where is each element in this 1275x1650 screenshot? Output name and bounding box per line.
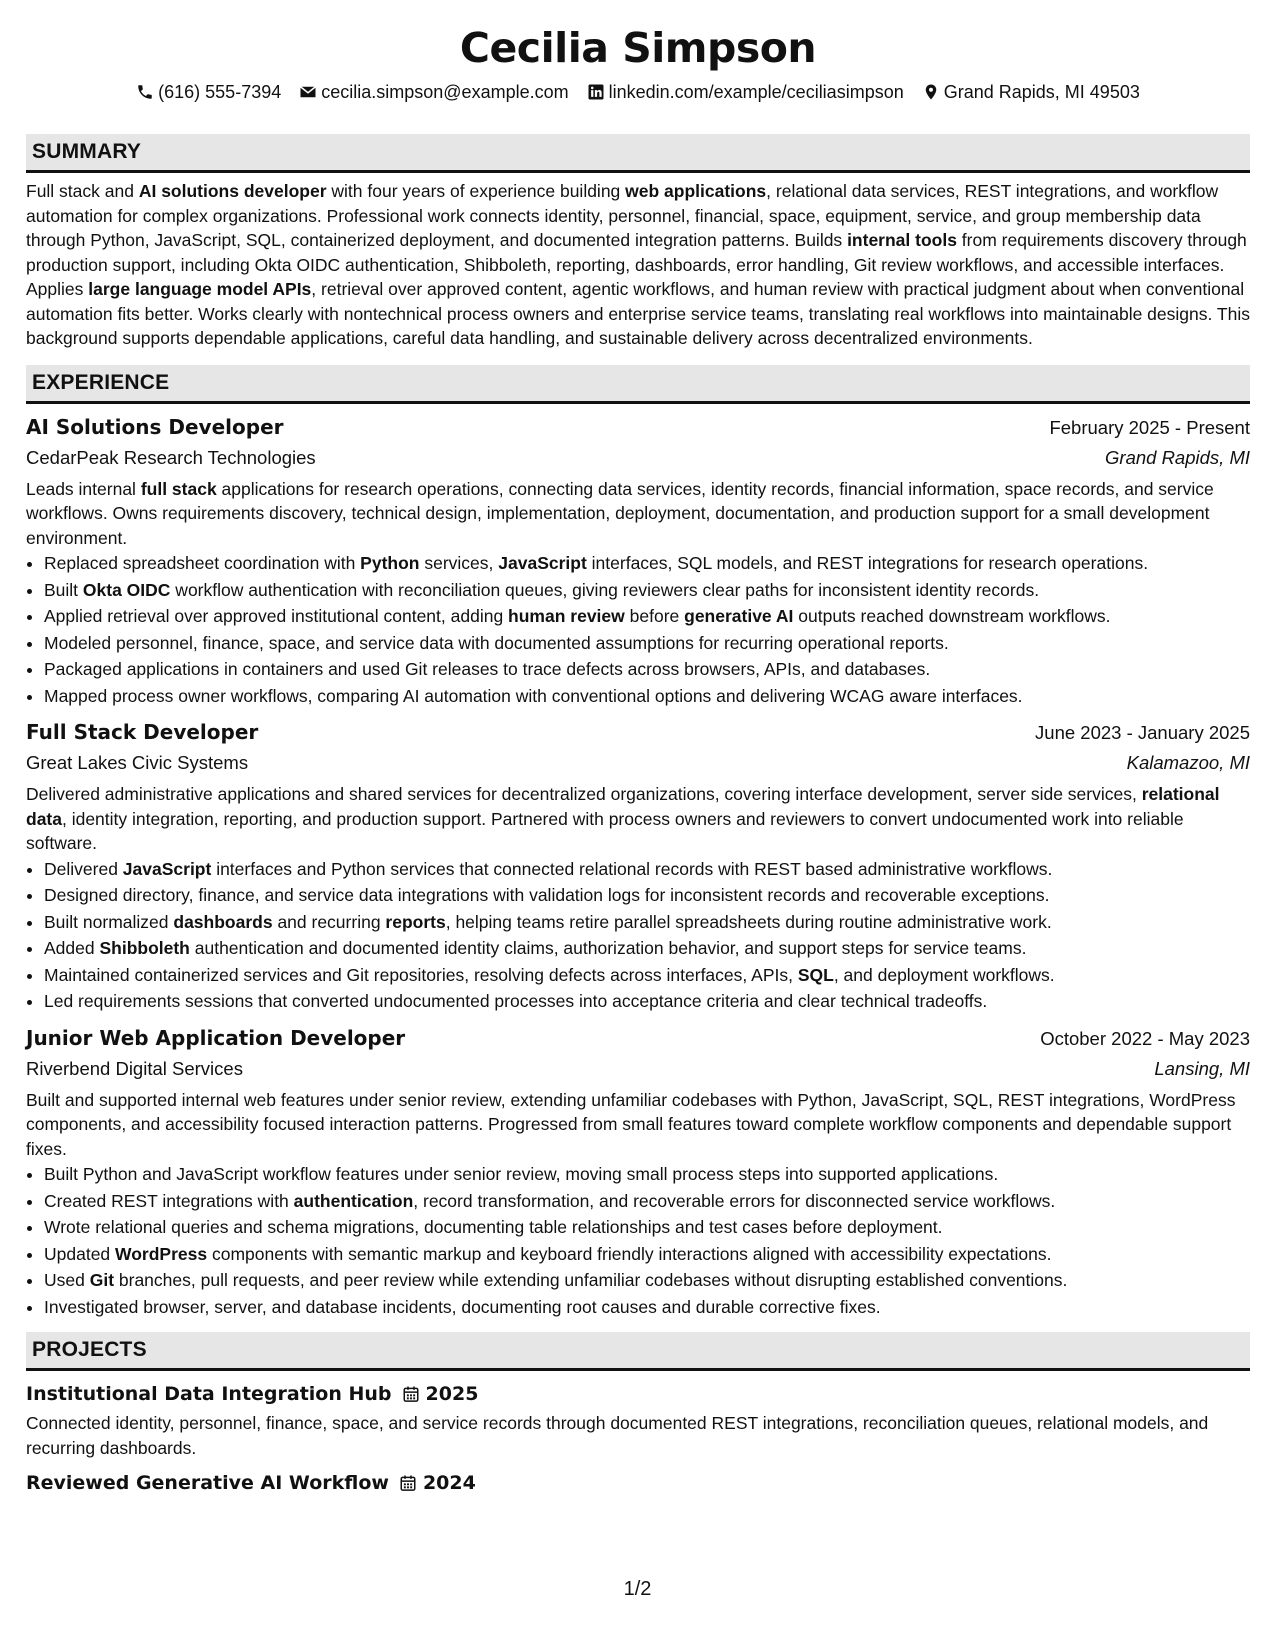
text-run: Investigated browser, server, and database incidents, documenting root causes and durable corrective fixes.	[44, 1296, 881, 1317]
text-run: Applied retrieval over approved institutional content, adding	[44, 606, 509, 626]
bold-text: human review	[508, 606, 625, 626]
contact-phone-text: (616) 555-7394	[158, 82, 282, 102]
text-run: , record transformation, and recoverable errors for disconnected service workflows.	[413, 1190, 1056, 1211]
bullet-item	[44, 1267, 1250, 1294]
text-run: components with semantic markup and keyboard friendly interactions aligned with accessibility expectations.	[207, 1243, 1052, 1264]
job-entry	[26, 1023, 1250, 1321]
text-run: Wrote relational queries and schema migrations, documenting table relationships and test cases before deployment.	[44, 1217, 943, 1237]
bold-text: reports	[385, 911, 446, 932]
bold-text: AI solutions developer	[138, 181, 327, 201]
bold-text: Git	[89, 1270, 115, 1290]
contact-phone	[136, 80, 281, 104]
experience-heading: EXPERIENCE	[26, 365, 1250, 404]
job-dates: June 2023 - January 2025	[1035, 722, 1250, 743]
map-pin-icon	[922, 83, 940, 101]
summary-text	[26, 179, 1250, 351]
text-run: Delivered administrative applications and shared services for decentralized organizations, covering interface development, server side services,	[26, 784, 1142, 804]
job-header-row	[26, 717, 1250, 748]
job-company: Riverbend Digital Services	[26, 1057, 243, 1079]
job-bullets	[26, 550, 1250, 709]
text-run: services,	[419, 553, 499, 573]
bullet-item	[44, 550, 1250, 577]
bullet-item	[44, 1161, 1250, 1188]
bold-text: JavaScript	[498, 553, 587, 573]
job-entry	[26, 412, 1250, 710]
job-bullets	[26, 1161, 1250, 1320]
job-company: CedarPeak Research Technologies	[26, 446, 316, 468]
job-location: Lansing, MI	[1154, 1057, 1250, 1079]
text-run: , identity integration, reporting, and production support. Partnered with process owners and reviewers to convert undocumented work into reliable software.	[26, 808, 1184, 853]
text-run: before	[624, 606, 685, 626]
contact-linkedin-text[interactable]: linkedin.com/example/ceciliasimpson	[608, 82, 904, 102]
text-run: Updated	[44, 1243, 116, 1264]
text-run: Led requirements sessions that converted undocumented processes into acceptance criteria and clear technical tradeoffs.	[44, 991, 988, 1011]
project-entry	[26, 1468, 1250, 1498]
bullet-item	[44, 1214, 1250, 1241]
text-run: outputs reached downstream workflows.	[793, 606, 1111, 626]
projects-heading: PROJECTS	[26, 1332, 1250, 1371]
project-entry	[26, 1379, 1250, 1460]
text-run: Full stack and	[26, 181, 139, 201]
job-header-row	[26, 1023, 1250, 1054]
project-year	[402, 1383, 479, 1405]
text-run: Built Python and JavaScript workflow features under senior review, moving small process steps into supported applications.	[44, 1164, 999, 1184]
contact-bar	[26, 80, 1250, 104]
text-run: Designed directory, finance, and service data integrations with validation logs for inconsistent records and recoverable exceptions.	[44, 885, 1050, 905]
project-description: Connected identity, personnel, finance, space, and service records through documented REST integrations, reconciliation queues, relational models, and recurring dashboards.	[26, 1413, 1209, 1458]
summary-heading: SUMMARY	[26, 134, 1250, 173]
bold-text: web applications	[625, 181, 767, 201]
job-entry	[26, 717, 1250, 1015]
job-description	[26, 477, 1250, 551]
envelope-icon	[299, 83, 317, 101]
contact-linkedin[interactable]	[587, 80, 904, 104]
bold-text: internal tools	[847, 230, 957, 250]
job-company-row	[26, 443, 1250, 473]
text-run: interfaces and Python services that connected relational records with REST based administrative workflows.	[211, 858, 1053, 879]
project-year	[399, 1472, 476, 1494]
contact-location	[922, 80, 1140, 104]
bold-text: Okta OIDC	[82, 579, 171, 600]
job-company: Great Lakes Civic Systems	[26, 752, 249, 773]
text-run: Replaced spreadsheet coordination with	[44, 553, 361, 573]
bold-text: full stack	[140, 478, 217, 499]
text-run: interfaces, SQL models, and REST integrations for research operations.	[586, 553, 1149, 573]
bold-text: Shibboleth	[99, 938, 190, 958]
bullet-item	[44, 909, 1250, 936]
job-title: Junior Web Application Developer	[26, 1025, 406, 1050]
bold-text: Python	[360, 553, 420, 573]
project-title-row	[26, 1468, 1250, 1498]
contact-email[interactable]	[299, 80, 568, 104]
text-run: authentication and documented identity claims, authorization behavior, and support steps for service teams.	[189, 938, 1027, 958]
contact-location-text: Grand Rapids, MI 49503	[943, 82, 1140, 102]
text-run: Used	[44, 1270, 90, 1290]
bold-text: WordPress	[115, 1243, 208, 1264]
resume-page	[26, 0, 1250, 1498]
bullet-item	[44, 683, 1250, 710]
bullet-item	[44, 988, 1250, 1015]
bold-text: dashboards	[173, 911, 273, 932]
job-header-row	[26, 412, 1250, 443]
bold-text: relational data	[26, 784, 1220, 829]
job-company-row	[26, 1054, 1250, 1084]
bold-text: authentication	[293, 1190, 414, 1211]
job-dates: February 2025 - Present	[1049, 416, 1250, 438]
bullet-item	[44, 1294, 1250, 1321]
bullet-item	[44, 1241, 1250, 1268]
text-run: branches, pull requests, and peer review while extending unfamiliar codebases without disrupting established conventions.	[114, 1270, 1068, 1290]
job-bullets	[26, 856, 1250, 1015]
bullet-item	[44, 856, 1250, 883]
job-title: Full Stack Developer	[26, 720, 259, 744]
text-run: Modeled personnel, finance, space, and service data with documented assumptions for recurring operational reports.	[44, 632, 949, 653]
phone-icon	[136, 83, 154, 101]
text-run: Created REST integrations with	[44, 1190, 294, 1211]
text-run: , helping teams retire parallel spreadsheets during routine administrative work.	[445, 911, 1052, 932]
job-dates: October 2022 - May 2023	[1040, 1027, 1250, 1049]
calendar-icon	[402, 1385, 420, 1403]
text-run: Mapped process owner workflows, comparing AI automation with conventional options and delivering WCAG aware interfaces.	[44, 685, 1023, 706]
bullet-item	[44, 1188, 1250, 1215]
text-run: from requirements discovery through production support, including Okta OIDC authentication, Shibboleth, reporting, dashboards, error handling, Git review workflows, and accessible interfaces. Applies	[26, 230, 1247, 299]
bold-text: SQL	[797, 964, 834, 985]
bullet-item	[44, 577, 1250, 604]
bold-text: JavaScript	[122, 858, 212, 879]
text-run: , and deployment workflows.	[833, 964, 1055, 985]
job-title: AI Solutions Developer	[26, 414, 284, 439]
bullet-item	[44, 603, 1250, 630]
bold-text: large language model APIs	[88, 279, 312, 299]
bullet-item	[44, 935, 1250, 962]
text-run: Built	[44, 579, 83, 600]
text-run: , relational data services, REST integrations, and workflow automation for complex organizations. Professional work connects identity, personnel, financial, space, equipment, service, and group membership data through Python, JavaScript, SQL, containerized deployment, and documented integration patterns. Builds	[26, 181, 1219, 250]
text-run: Built normalized	[44, 911, 174, 932]
project-title: Institutional Data Integration Hub	[26, 1383, 392, 1405]
text-run: , retrieval over approved content, agentic workflows, and human review with practical judgment about when conventional automation fits better. Works clearly with nontechnical process owners and enterprise service teams, translating real workflows into maintainable designs. This background supports dependable applications, careful data handling, and sustainable delivery across decentralized environments.	[26, 279, 1250, 348]
text-run: and recurring	[272, 911, 386, 932]
project-title-row	[26, 1379, 1250, 1409]
job-description	[26, 1088, 1250, 1162]
bullet-item	[44, 882, 1250, 909]
project-title: Reviewed Generative AI Workflow	[26, 1472, 389, 1494]
linkedin-icon	[587, 83, 605, 101]
job-company-row	[26, 748, 1250, 778]
bullet-item	[44, 962, 1250, 989]
text-run: workflow authentication with reconciliation queues, giving reviewers clear paths for inconsistent identity records.	[170, 579, 1040, 600]
text-run: Built and supported internal web features under senior review, extending unfamiliar codebases with Python, JavaScript, SQL, REST integrations, WordPress components, and accessibility focused interaction patterns. Progressed from small features toward complete workflow components and dependable support fixes.	[26, 1089, 1236, 1159]
project-year-text: 2025	[425, 1383, 479, 1405]
bullet-item	[44, 630, 1250, 657]
job-location: Kalamazoo, MI	[1126, 752, 1250, 773]
job-description	[26, 782, 1250, 856]
text-run: Delivered	[44, 858, 123, 879]
text-run: with four years of experience building	[326, 181, 626, 201]
project-list	[26, 1379, 1250, 1498]
text-run: Leads internal	[26, 478, 141, 499]
contact-email-text[interactable]: cecilia.simpson@example.com	[321, 82, 569, 102]
candidate-name: Cecilia Simpson	[459, 24, 817, 72]
project-year-text: 2024	[422, 1472, 476, 1494]
calendar-icon	[399, 1474, 417, 1492]
text-run: Maintained containerized services and Git repositories, resolving defects across interfaces, APIs,	[44, 964, 798, 985]
text-run: Packaged applications in containers and used Git releases to trace defects across browsers, APIs, and databases.	[44, 659, 931, 679]
page-number: 1/2	[623, 1578, 652, 1600]
bold-text: generative AI	[684, 606, 794, 626]
job-location: Grand Rapids, MI	[1105, 446, 1250, 468]
text-run: applications for research operations, connecting data services, identity records, financial information, space records, and service workflows. Owns requirements discovery, technical design, implementation, deployment, documentation, and production support for a small development environment.	[26, 478, 1214, 548]
bullet-item	[44, 656, 1250, 683]
experience-list	[26, 412, 1250, 1321]
text-run: Added	[44, 938, 100, 958]
